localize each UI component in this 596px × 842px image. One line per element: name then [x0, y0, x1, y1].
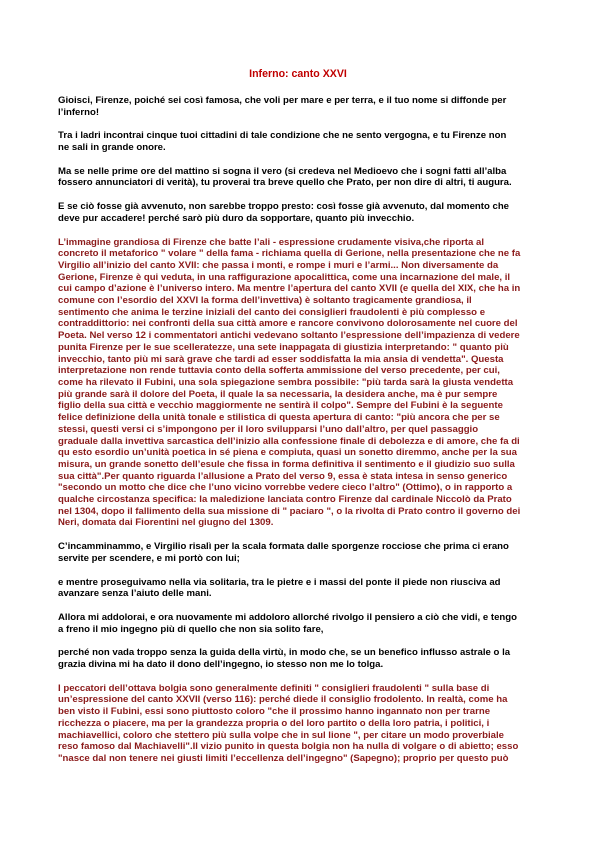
verse-paragraph-1: Gioisci, Firenze, poiché sei così famosa, che voli per mare e per terra, e il tuo nome si diffonde per l’inferno!: [58, 94, 507, 118]
page-title: Inferno: canto XXVI: [249, 68, 347, 80]
verse-paragraph-5: C’incamminammo, e Virgilio risalì per la scala formata dalle sporgenze rocciose che prima ci erano servite per scendere, e mi portò con lui;: [58, 541, 509, 564]
commentary-paragraph-2: I peccatori dell’ottava bolgia sono generalmente definiti " consiglieri fraudolenti " sulla base di un’espressione del canto XXVII (verso 116): perché diede il consiglio frodolento. In realtà, come ha ben visto il Fubini, essi sono piuttosto coloro "che il prossimo hanno ingannato non per trarne ricchezza o piacere, ma per la grandezza propria o del loro partito o della loro patria, i politici, i machiavellici, coloro che stettero più sulla volpe che in sul lione ", per citare un modo proverbiale reso famoso dal Machiavelli".Il vizio punito in questa bolgia non ha nulla di volgare o di abietto; esso "nasce dal non tenere nei giusti limiti l’eccellenza dell’ingegno" (Sapegno); proprio per questo può: [58, 682, 519, 764]
verse-paragraph-7: Allora mi addolorai, e ora nuovamente mi addoloro allorché rivolgo il pensiero a ciò che vidi, e tengo a freno il mio ingegno più di quello che non sia solito fare,: [58, 611, 518, 635]
verse-paragraph-4: E se ciò fosse già avvenuto, non sarebbe troppo presto: così fosse già avvenuto, dal momento che deve pur accadere! perché sarò più duro da sopportare, quanto più invecchio.: [58, 201, 510, 224]
verse-paragraph-6: e mentre proseguivamo nella via solitaria, tra le pietre e i massi del ponte il piede non riusciva ad avanzare senza l’aiuto delle mani.: [58, 576, 501, 600]
verse-paragraph-8: perché non vada troppo senza la guida della virtù, in modo che, se un benefico influsso astrale o la grazia divina mi ha dato il dono dell’ingegno, io stesso non me lo tolga.: [58, 647, 511, 671]
commentary-paragraph-1: L’immagine grandiosa di Firenze che batte l’ali - espressione crudamente visiva,che riporta al concreto il metaforico " volare " della fama - richiama quella di Gerione, nella presentazione che ne fa Virgilio all’inizio del canto XVII: che passa i monti, e rompe i muri e l’armi... Non diversamente da Gerione, Firenze è qui veduta, in una raffigurazione apocalittica, come una incarnazione del male, il cui campo d’azione è l’universo intero. Ma mentre l’apertura del canto XVII (e quella del XIX, che ha in comune con l’esordio del XXVI la forma dell’invettiva) è soltanto tragicamente grandiosa, il sentimento che anima le terzine iniziali del canto dei consiglieri fraudolenti è più complesso e contraddittorio: nei confronti della sua città amore e rancore convivono dolorosamente nel cuore del Poeta. Nel verso 12 i commentatori antichi vedevano soltanto l’espressione dell’impazienza di vedere punita Firenze per le sue scelleratezze, una sete inappagata di giustizia interpretando: " quanto più invecchio, tanto più mi sarà grave che tardi ad esser soddisfatta la mia ansia di vendetta". Questa interpretazione non rende tuttavia conto della sofferta ammissione del verso precedente, per cui, come ha rilevato il Fubini, una sola spiegazione sembra possibile: "più tarda sarà la giusta vendetta più grande sarà il dolore del Poeta, il quale la sa necessaria, la desidera anche, ma è pur sempre figlio della sua città e vecchio maggiormente ne sentirà il colpo". Sempre del Fubini è la seguente felice definizione della unità tonale e stilistica di questa apertura di canto: "più ancora che per se stessi, questi versi ci s’impongono per il loro svilupparsi l’uno dall’altro, per quel passaggio graduale dalla invettiva sarcastica dell’inizio alla confessione finale di debolezza e di amore, che fa di qu esto esordio un’unità poetica in sé piena e compiuta, quasi un sonetto diremmo, anche per la sua misura, un grande sonetto dell’esule che fissa in forma definitiva il sentimento e il giudizio suo sulla sua città".Per quanto riguarda l’allusione a Prato del verso 9, essa è stata intesa in senso generico "secondo un motto che dice che l’uno vicino vorrebbe vedere cieco l’altro" (Ottimo), o in rapporto a qualche circostanza specifica: la maledizione lanciata contro Firenze dal cardinale Niccolò da Prato nel 1304, dopo il fallimento della sua missione di " paciaro ", o la rivolta di Prato contro il governo dei Neri, domata dai Fiorentini nel giugno del 1309.: [58, 236, 521, 529]
verse-paragraph-2: Tra i ladri incontrai cinque tuoi cittadini di tale condizione che ne sento vergogna, e tu Firenze non ne sali in grande onore.: [58, 130, 507, 154]
verse-paragraph-3: Ma se nelle prime ore del mattino si sogna il vero (si credeva nel Medioevo che i sogni fatti all’alba fossero annunciatori di verità), tu proverai tra breve quello che Prato, per non dire di altri, ti augura.: [58, 165, 512, 189]
